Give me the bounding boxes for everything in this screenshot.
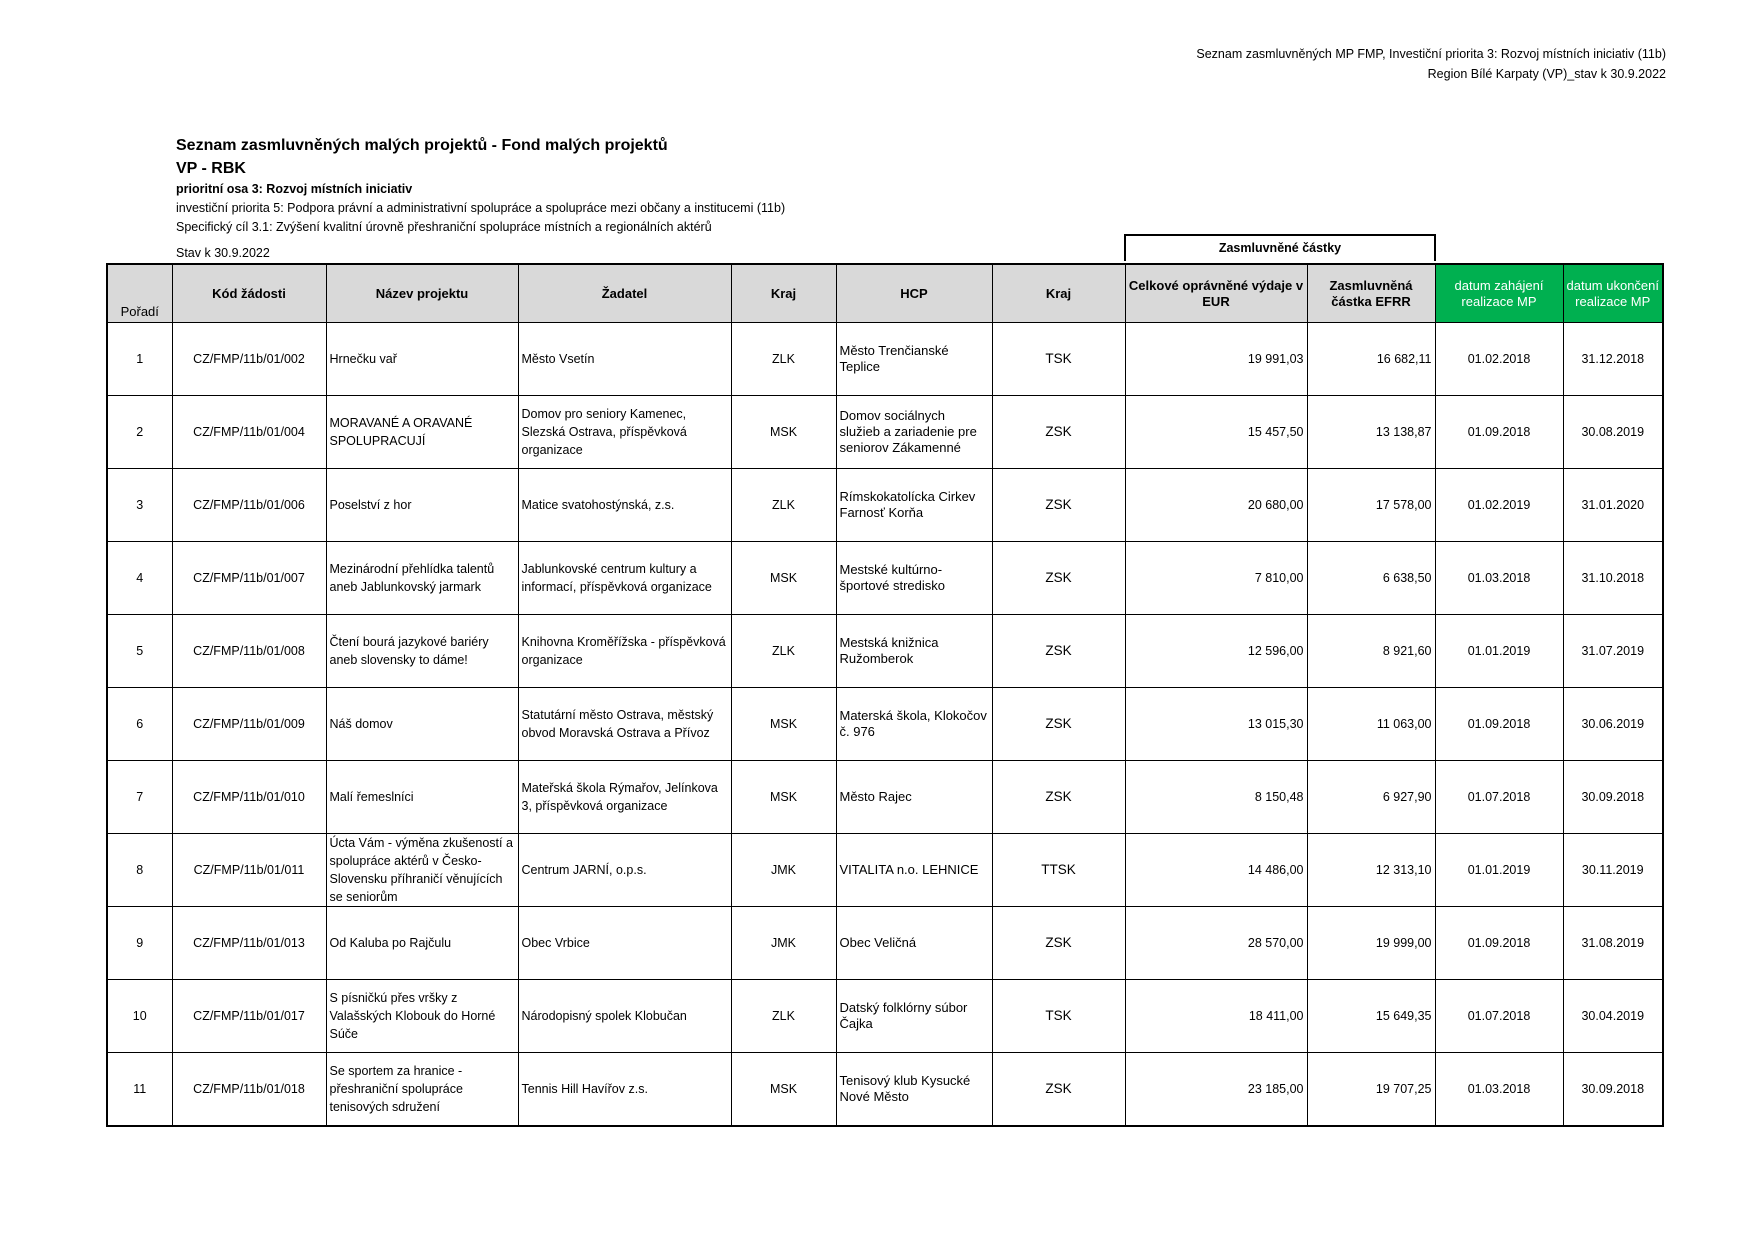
cell-kraj2: ZSK (992, 907, 1125, 980)
cell-kod: CZ/FMP/11b/01/010 (172, 761, 326, 834)
cell-ukonceni: 30.09.2018 (1563, 761, 1663, 834)
cell-efrr: 6 927,90 (1307, 761, 1435, 834)
cell-poradi: 7 (107, 761, 172, 834)
table-row (107, 907, 1663, 980)
col-header-nazev: Název projektu (326, 264, 518, 323)
cell-efrr: 15 649,35 (1307, 980, 1435, 1053)
cell-efrr: 19 999,00 (1307, 907, 1435, 980)
cell-nazev: MORAVANÉ A ORAVANÉ SPOLUPRACUJÍ (326, 396, 518, 469)
cell-ukonceni: 31.07.2019 (1563, 615, 1663, 688)
cell-kraj2: ZSK (992, 615, 1125, 688)
table-row (107, 615, 1663, 688)
cell-hcp: Tenisový klub Kysucké Nové Město (836, 1053, 992, 1127)
cell-zahajeni: 01.02.2019 (1435, 469, 1563, 542)
cell-nazev: Mezinárodní přehlídka talentů aneb Jablunkovský jarmark (326, 542, 518, 615)
cell-ukonceni: 31.01.2020 (1563, 469, 1663, 542)
cell-kraj2: TSK (992, 980, 1125, 1053)
cell-celkove: 14 486,00 (1125, 834, 1307, 907)
cell-efrr: 13 138,87 (1307, 396, 1435, 469)
cell-nazev: Od Kaluba po Rajčulu (326, 907, 518, 980)
cell-efrr: 6 638,50 (1307, 542, 1435, 615)
cell-ukonceni: 30.06.2019 (1563, 688, 1663, 761)
cell-celkove: 20 680,00 (1125, 469, 1307, 542)
cell-ukonceni: 31.08.2019 (1563, 907, 1663, 980)
cell-poradi: 3 (107, 469, 172, 542)
col-header-zadatel: Žadatel (518, 264, 731, 323)
cell-kod: CZ/FMP/11b/01/008 (172, 615, 326, 688)
cell-poradi: 8 (107, 834, 172, 907)
cell-kod: CZ/FMP/11b/01/011 (172, 834, 326, 907)
cell-nazev: Úcta Vám - výměna zkušeností a spolupráce aktérů v Česko-Slovensku příhraničí věnujících se seniorům (326, 834, 518, 907)
cell-nazev: Náš domov (326, 688, 518, 761)
projects-table (106, 263, 1664, 1127)
cell-kraj: ZLK (731, 615, 836, 688)
cell-kod: CZ/FMP/11b/01/006 (172, 469, 326, 542)
cell-poradi: 4 (107, 542, 172, 615)
cell-hcp: Město Rajec (836, 761, 992, 834)
col-header-poradi: Pořadí (107, 264, 172, 323)
cell-zadatel: Město Vsetín (518, 323, 731, 396)
cell-zahajeni: 01.03.2018 (1435, 542, 1563, 615)
cell-zahajeni: 01.03.2018 (1435, 1053, 1563, 1127)
cell-zadatel: Obec Vrbice (518, 907, 731, 980)
cell-poradi: 11 (107, 1053, 172, 1127)
cell-efrr: 16 682,11 (1307, 323, 1435, 396)
status-date: Stav k 30.9.2022 (176, 246, 270, 260)
cell-poradi: 9 (107, 907, 172, 980)
cell-ukonceni: 30.04.2019 (1563, 980, 1663, 1053)
col-header-kraj: Kraj (731, 264, 836, 323)
cell-efrr: 12 313,10 (1307, 834, 1435, 907)
header-line-1: Seznam zasmluvněných MP FMP, Investiční priorita 3: Rozvoj místních iniciativ (11b) (1196, 47, 1666, 61)
cell-kod: CZ/FMP/11b/01/004 (172, 396, 326, 469)
cell-celkove: 18 411,00 (1125, 980, 1307, 1053)
cell-zadatel: Mateřská škola Rýmařov, Jelínkova 3, příspěvková organizace (518, 761, 731, 834)
cell-hcp: Materská škola, Klokočov č. 976 (836, 688, 992, 761)
cell-zahajeni: 01.02.2018 (1435, 323, 1563, 396)
cell-kraj: MSK (731, 761, 836, 834)
cell-kraj: ZLK (731, 323, 836, 396)
col-header-hcp: HCP (836, 264, 992, 323)
cell-celkove: 15 457,50 (1125, 396, 1307, 469)
cell-kraj2: ZSK (992, 1053, 1125, 1127)
cell-hcp: Domov sociálnych služieb a zariadenie pre seniorov Zákamenné (836, 396, 992, 469)
col-header-zahajeni: datum zahájení realizace MP (1435, 264, 1563, 323)
cell-efrr: 17 578,00 (1307, 469, 1435, 542)
col-header-kraj2: Kraj (992, 264, 1125, 323)
table-row (107, 323, 1663, 396)
priority-axis: prioritní osa 3: Rozvoj místních iniciativ (176, 182, 413, 196)
cell-zahajeni: 01.07.2018 (1435, 761, 1563, 834)
cell-kod: CZ/FMP/11b/01/017 (172, 980, 326, 1053)
cell-kod: CZ/FMP/11b/01/013 (172, 907, 326, 980)
main-title: Seznam zasmluvněných malých projektů - Fond malých projektů (176, 137, 668, 154)
cell-poradi: 1 (107, 323, 172, 396)
cell-efrr: 19 707,25 (1307, 1053, 1435, 1127)
cell-kraj2: ZSK (992, 688, 1125, 761)
investment-priority: investiční priorita 5: Podpora právní a administrativní spolupráce a spolupráce mezi občany a institucemi (11b) (176, 201, 786, 215)
cell-poradi: 6 (107, 688, 172, 761)
cell-kraj2: ZSK (992, 542, 1125, 615)
cell-zadatel: Jablunkovské centrum kultury a informací, příspěvková organizace (518, 542, 731, 615)
cell-ukonceni: 30.11.2019 (1563, 834, 1663, 907)
cell-ukonceni: 31.10.2018 (1563, 542, 1663, 615)
col-header-ukonceni: datum ukončení realizace MP (1563, 264, 1663, 323)
table-row (107, 542, 1663, 615)
cell-kraj: JMK (731, 834, 836, 907)
cell-nazev: Hrnečku vař (326, 323, 518, 396)
table-header-row (107, 264, 1663, 323)
cell-kod: CZ/FMP/11b/01/018 (172, 1053, 326, 1127)
cell-celkove: 23 185,00 (1125, 1053, 1307, 1127)
cell-kod: CZ/FMP/11b/01/002 (172, 323, 326, 396)
cell-celkove: 12 596,00 (1125, 615, 1307, 688)
cell-zahajeni: 01.09.2018 (1435, 688, 1563, 761)
cell-hcp: Datský folklórny súbor Čajka (836, 980, 992, 1053)
cell-kraj2: ZSK (992, 396, 1125, 469)
cell-kraj2: TTSK (992, 834, 1125, 907)
cell-poradi: 10 (107, 980, 172, 1053)
cell-zahajeni: 01.07.2018 (1435, 980, 1563, 1053)
cell-hcp: Obec Veličná (836, 907, 992, 980)
table-row (107, 688, 1663, 761)
table-row (107, 761, 1663, 834)
cell-zadatel: Národopisný spolek Klobučan (518, 980, 731, 1053)
cell-kraj2: ZSK (992, 761, 1125, 834)
cell-kraj: MSK (731, 1053, 836, 1127)
cell-efrr: 8 921,60 (1307, 615, 1435, 688)
col-header-celkove: Celkové oprávněné výdaje v EUR (1125, 264, 1307, 323)
cell-zadatel: Statutární město Ostrava, městský obvod Moravská Ostrava a Přívoz (518, 688, 731, 761)
cell-kraj: ZLK (731, 469, 836, 542)
cell-zahajeni: 01.09.2018 (1435, 907, 1563, 980)
document-titles (176, 134, 785, 237)
cell-celkove: 13 015,30 (1125, 688, 1307, 761)
table-row (107, 396, 1663, 469)
cell-hcp: Rímskokatolícka Cirkev Farnosť Korňa (836, 469, 992, 542)
cell-hcp: Město Trenčianské Teplice (836, 323, 992, 396)
cell-kraj: MSK (731, 396, 836, 469)
cell-zadatel: Centrum JARNÍ, o.p.s. (518, 834, 731, 907)
cell-zadatel: Tennis Hill Havířov z.s. (518, 1053, 731, 1127)
col-header-kod: Kód žádosti (172, 264, 326, 323)
table-row (107, 469, 1663, 542)
cell-hcp: Mestské kultúrno-športové stredisko (836, 542, 992, 615)
cell-nazev: Čtení bourá jazykové bariéry aneb slovensky to dáme! (326, 615, 518, 688)
cell-kod: CZ/FMP/11b/01/007 (172, 542, 326, 615)
cell-kod: CZ/FMP/11b/01/009 (172, 688, 326, 761)
cell-ukonceni: 31.12.2018 (1563, 323, 1663, 396)
document-header (1196, 44, 1666, 84)
cell-celkove: 7 810,00 (1125, 542, 1307, 615)
cell-poradi: 2 (107, 396, 172, 469)
cell-kraj: ZLK (731, 980, 836, 1053)
cell-ukonceni: 30.09.2018 (1563, 1053, 1663, 1127)
table-row (107, 980, 1663, 1053)
cell-ukonceni: 30.08.2019 (1563, 396, 1663, 469)
table-row (107, 1053, 1663, 1127)
cell-kraj: MSK (731, 688, 836, 761)
table-row (107, 834, 1663, 907)
cell-nazev: S písničkú přes vršky z Valašských Klobouk do Horné Súče (326, 980, 518, 1053)
cell-nazev: Poselství z hor (326, 469, 518, 542)
cell-kraj: JMK (731, 907, 836, 980)
cell-zadatel: Knihovna Kroměřížska - příspěvková organizace (518, 615, 731, 688)
cell-zahajeni: 01.01.2019 (1435, 615, 1563, 688)
cell-hcp: VITALITA n.o. LEHNICE (836, 834, 992, 907)
cell-poradi: 5 (107, 615, 172, 688)
cell-zahajeni: 01.09.2018 (1435, 396, 1563, 469)
cell-kraj2: TSK (992, 323, 1125, 396)
cell-nazev: Se sportem za hranice - přeshraniční spolupráce tenisových sdružení (326, 1053, 518, 1127)
cell-zahajeni: 01.01.2019 (1435, 834, 1563, 907)
cell-celkove: 19 991,03 (1125, 323, 1307, 396)
cell-celkove: 28 570,00 (1125, 907, 1307, 980)
sub-title: VP - RBK (176, 160, 246, 177)
col-header-efrr: Zasmluvněná částka EFRR (1307, 264, 1435, 323)
cell-nazev: Malí řemeslníci (326, 761, 518, 834)
group-header-amounts: Zasmluvněné částky (1124, 234, 1436, 261)
cell-hcp: Mestská knižnica Ružomberok (836, 615, 992, 688)
cell-zadatel: Matice svatohostýnská, z.s. (518, 469, 731, 542)
cell-celkove: 8 150,48 (1125, 761, 1307, 834)
cell-kraj2: ZSK (992, 469, 1125, 542)
cell-efrr: 11 063,00 (1307, 688, 1435, 761)
header-line-2: Region Bílé Karpaty (VP)_stav k 30.9.2022 (1427, 67, 1666, 81)
cell-zadatel: Domov pro seniory Kamenec, Slezská Ostrava, příspěvková organizace (518, 396, 731, 469)
cell-kraj: MSK (731, 542, 836, 615)
specific-goal: Specifický cíl 3.1: Zvýšení kvalitní úrovně přeshraniční spolupráce místních a regionálních aktérů (176, 220, 712, 234)
